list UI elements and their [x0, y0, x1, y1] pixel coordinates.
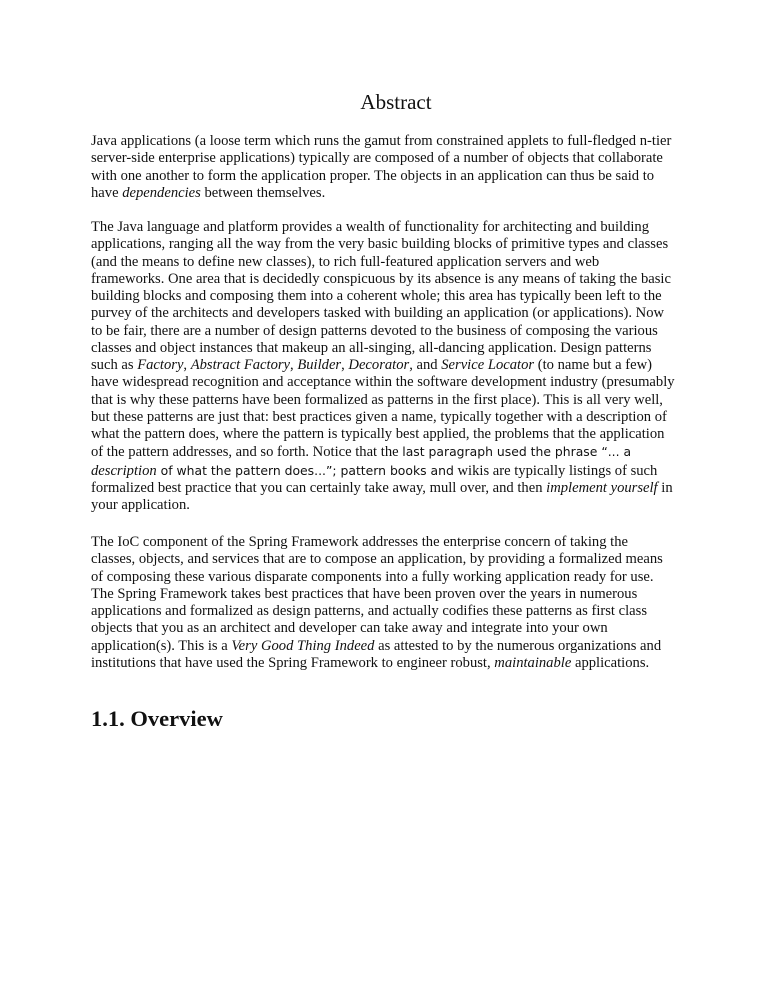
emphasis-builder: Builder [297, 357, 342, 373]
text-run: applications. [571, 654, 650, 671]
text-run: , [290, 357, 298, 373]
emphasis-service-locator: Service Locator [441, 357, 535, 373]
text-run: , and [409, 357, 442, 373]
emphasis-maintainable: maintainable [494, 654, 572, 671]
text-run: as attested to by the numerous organizations and institutions that have used the Spring Framework to engineer robust, [91, 637, 662, 671]
paragraph-ioc-component [91, 534, 675, 672]
sans-text-run: of what the pattern does...”; pattern books and [156, 462, 454, 478]
emphasis-factory: Factory [137, 357, 184, 373]
emphasis-dependencies: dependencies [122, 184, 201, 201]
text-run: The IoC component of the Spring Framework addresses the enterprise concern of taking the classes, objects, and services that are to compose an application, by providing a formalized means of composing these various disparate components into a fully working application ready for use. The Spring Framework takes best practices that have been proven over the years in numerous applications and formalized as design patterns, and actually codifies these patterns as first class objects that you as an architect and developer can take away and integrate into your own application(s). This is a [91, 534, 663, 654]
text-run: (to name but a few) have widespread recognition and acceptance within the software development industry (presumably that is why these patterns have been formalized as patterns in the first place). This is all very well, but these patterns are just that: best practices given a name, typically together with a description of what the pattern does, where the pattern is typically best applied, the problems that the application of the pattern addresses, and so forth. Notice that the [91, 357, 675, 461]
emphasis-decorator: Decorator [348, 357, 410, 373]
emphasis-very-good-thing: Very Good Thing Indeed [231, 637, 375, 654]
abstract-title: Abstract [360, 90, 432, 114]
sans-text-run: last paragraph used the phrase “... a [402, 444, 632, 460]
emphasis-description: description [91, 462, 157, 479]
section-heading-overview: 1.1. Overview [91, 706, 223, 731]
text-run: The Java language and platform provides a wealth of functionality for architecting and building applications, ranging all the way from the very basic building blocks of primitive types and classes (and the means to define new classes), to rich full-featured application servers and web frameworks. One area that is decidedly conspicuous by its absence is any means of taking the basic building blocks and composing them into a coherent whole; this area has typically been left to the purvey of the architects and developers tasked with building an application (or applications). Now to be fair, there are a number of design patterns devoted to the business of composing the various classes and object instances that makeup an all-singing, all-dancing application. Design patterns such as [91, 219, 671, 373]
paragraph-intro [91, 133, 675, 202]
paragraph-design-patterns [91, 219, 675, 514]
text-run: between themselves. [200, 184, 326, 201]
text-run: Java applications (a loose term which runs the gamut from constrained applets to full-fledged n-tier server-side enterprise applications) typically are composed of a number of objects that collaborate with one another to form the application proper. The objects in an application can thus be said to have [91, 133, 672, 201]
emphasis-abstract-factory: Abstract Factory [190, 357, 291, 373]
text-run: wikis are typically listings of such formalized best practice that you can certainly take away, mull over, and then [91, 462, 658, 496]
emphasis-implement-yourself: implement yourself [546, 479, 658, 496]
text-run: in your application. [91, 479, 673, 513]
text-run: , [183, 357, 191, 373]
text-run: , [341, 357, 349, 373]
